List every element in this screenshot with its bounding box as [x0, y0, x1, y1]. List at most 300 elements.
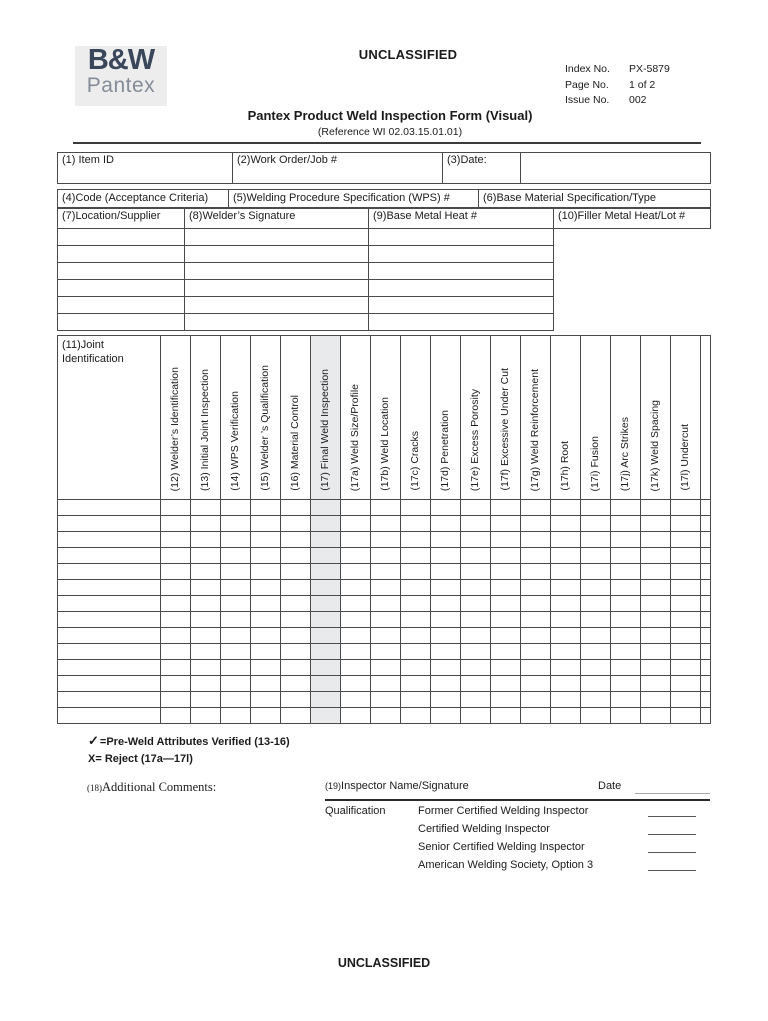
- inspection-cell-23[interactable]: [491, 516, 521, 532]
- inspection-cell-24[interactable]: [521, 692, 551, 708]
- joint-identification-cell[interactable]: [58, 532, 161, 548]
- end-cap-header: [701, 336, 711, 500]
- inspection-cell-17[interactable]: [311, 644, 341, 660]
- inspection-cell-13[interactable]: [191, 580, 221, 596]
- joint-identification-cell[interactable]: [58, 676, 161, 692]
- inspection-cell-22[interactable]: [461, 548, 491, 564]
- inspection-cell-14[interactable]: [221, 500, 251, 516]
- inspection-cell-13[interactable]: [191, 500, 221, 516]
- inspection-cell-22[interactable]: [461, 660, 491, 676]
- inspection-cell-17[interactable]: [311, 628, 341, 644]
- inspection-cell-14[interactable]: [221, 612, 251, 628]
- inspection-cell-14[interactable]: [221, 708, 251, 724]
- inspection-cell-19[interactable]: [371, 628, 401, 644]
- inspection-cell-28[interactable]: [641, 564, 671, 580]
- item-id-field[interactable]: (1) Item ID: [58, 153, 233, 184]
- inspection-cell-22[interactable]: [461, 628, 491, 644]
- base-metal-heat-cell[interactable]: [185, 280, 369, 297]
- qualification-check-line[interactable]: [648, 859, 696, 871]
- inspection-cell-28[interactable]: [641, 692, 671, 708]
- base-metal-heat-cell[interactable]: [185, 297, 369, 314]
- inspection-cell-23[interactable]: [491, 676, 521, 692]
- inspection-cell-26[interactable]: [581, 580, 611, 596]
- filler-metal-heat-cell[interactable]: [369, 297, 554, 314]
- inspection-cell-18[interactable]: [341, 708, 371, 724]
- inspection-cell-14[interactable]: [221, 676, 251, 692]
- inspection-cell-25[interactable]: [551, 676, 581, 692]
- joint-identification-cell[interactable]: [58, 548, 161, 564]
- inspection-cell-23[interactable]: [491, 596, 521, 612]
- inspection-cell-17[interactable]: [311, 708, 341, 724]
- inspection-cell-25[interactable]: [551, 500, 581, 516]
- inspection-cell-15[interactable]: [251, 628, 281, 644]
- inspection-cell-25[interactable]: [551, 628, 581, 644]
- inspection-cell-14[interactable]: [221, 532, 251, 548]
- work-order-field[interactable]: (2)Work Order/Job #: [233, 153, 443, 184]
- inspection-cell-16[interactable]: [281, 596, 311, 612]
- inspection-cell-17[interactable]: [311, 516, 341, 532]
- inspection-cell-15[interactable]: [251, 580, 281, 596]
- inspection-cell-16[interactable]: [281, 516, 311, 532]
- inspection-cell-16[interactable]: [281, 580, 311, 596]
- inspection-cell-16[interactable]: [281, 532, 311, 548]
- base-material-field[interactable]: (6)Base Material Specification/Type: [479, 190, 711, 208]
- inspection-cell-28[interactable]: [641, 516, 671, 532]
- inspection-cell-23[interactable]: [491, 628, 521, 644]
- joint-identification-cell[interactable]: [58, 516, 161, 532]
- inspection-cell-26[interactable]: [581, 660, 611, 676]
- inspection-cell-29[interactable]: [671, 644, 701, 660]
- inspection-cell-25[interactable]: [551, 596, 581, 612]
- base-metal-heat-cell[interactable]: [185, 314, 369, 331]
- inspection-cell-29[interactable]: [671, 516, 701, 532]
- inspection-cell-20[interactable]: [401, 580, 431, 596]
- inspection-cell-16[interactable]: [281, 644, 311, 660]
- inspection-cell-16[interactable]: [281, 564, 311, 580]
- inspection-cell-13[interactable]: [191, 612, 221, 628]
- joint-identification-cell[interactable]: [58, 660, 161, 676]
- inspection-cell-24[interactable]: [521, 548, 551, 564]
- inspection-cell-20[interactable]: [401, 532, 431, 548]
- filler-metal-heat-cell[interactable]: [369, 246, 554, 263]
- inspection-cell-23[interactable]: [491, 564, 521, 580]
- inspection-cell-15[interactable]: [251, 676, 281, 692]
- inspection-cell-24[interactable]: [521, 660, 551, 676]
- inspection-cell-28[interactable]: [641, 548, 671, 564]
- inspection-cell-24[interactable]: [521, 644, 551, 660]
- inspection-cell-20[interactable]: [401, 516, 431, 532]
- inspection-cell-28[interactable]: [641, 676, 671, 692]
- inspection-cell-28[interactable]: [641, 596, 671, 612]
- inspection-cell-27[interactable]: [611, 596, 641, 612]
- filler-metal-heat-cell[interactable]: [369, 263, 554, 280]
- inspection-cell-20[interactable]: [401, 548, 431, 564]
- inspection-cell-23[interactable]: [491, 580, 521, 596]
- joint-identification-cell[interactable]: [58, 692, 161, 708]
- inspection-cell-22[interactable]: [461, 532, 491, 548]
- code-field[interactable]: (4)Code (Acceptance Criteria): [58, 190, 229, 208]
- inspection-cell-25[interactable]: [551, 644, 581, 660]
- inspection-cell-18[interactable]: [341, 660, 371, 676]
- welder-signature-cell[interactable]: [58, 297, 185, 314]
- inspection-cell-24[interactable]: [521, 580, 551, 596]
- inspection-column-label: (17g) Weld Reinforcement: [529, 368, 542, 491]
- inspection-cell-29[interactable]: [671, 596, 701, 612]
- inspection-cell-21[interactable]: [431, 516, 461, 532]
- inspection-cell-15[interactable]: [251, 708, 281, 724]
- inspection-cell-18[interactable]: [341, 692, 371, 708]
- inspection-cell-20[interactable]: [401, 644, 431, 660]
- inspection-cell-14[interactable]: [221, 516, 251, 532]
- inspection-cell-17[interactable]: [311, 692, 341, 708]
- inspection-cell-22[interactable]: [461, 500, 491, 516]
- inspection-cell-26[interactable]: [581, 564, 611, 580]
- inspection-cell-13[interactable]: [191, 628, 221, 644]
- inspection-cell-19[interactable]: [371, 548, 401, 564]
- inspection-cell-18[interactable]: [341, 596, 371, 612]
- inspection-cell-26[interactable]: [581, 612, 611, 628]
- inspection-cell-26[interactable]: [581, 692, 611, 708]
- inspection-cell-13[interactable]: [191, 564, 221, 580]
- inspection-cell-15[interactable]: [251, 516, 281, 532]
- welder-signature-cell[interactable]: [58, 314, 185, 331]
- inspection-cell-23[interactable]: [491, 660, 521, 676]
- inspection-cell-13[interactable]: [191, 548, 221, 564]
- inspection-cell-26[interactable]: [581, 500, 611, 516]
- inspection-cell-27[interactable]: [611, 516, 641, 532]
- joint-identification-cell[interactable]: [58, 564, 161, 580]
- inspection-cell-20[interactable]: [401, 692, 431, 708]
- joint-identification-cell[interactable]: [58, 644, 161, 660]
- inspection-cell-29[interactable]: [671, 532, 701, 548]
- inspection-cell-15[interactable]: [251, 564, 281, 580]
- inspection-cell-25[interactable]: [551, 692, 581, 708]
- inspection-cell-23[interactable]: [491, 644, 521, 660]
- inspection-cell-15[interactable]: [251, 612, 281, 628]
- location-supplier-field[interactable]: (7)Location/Supplier: [58, 209, 185, 229]
- inspection-cell-14[interactable]: [221, 564, 251, 580]
- inspection-cell-14[interactable]: [221, 596, 251, 612]
- inspection-cell-13[interactable]: [191, 644, 221, 660]
- inspection-cell-12[interactable]: [161, 644, 191, 660]
- inspection-cell-25[interactable]: [551, 612, 581, 628]
- inspection-cell-25[interactable]: [551, 548, 581, 564]
- inspection-cell-29[interactable]: [671, 676, 701, 692]
- inspection-cell-28[interactable]: [641, 660, 671, 676]
- inspection-cell-22[interactable]: [461, 596, 491, 612]
- welder-signature-cell[interactable]: [58, 246, 185, 263]
- qualification-check-line[interactable]: [648, 841, 696, 853]
- inspection-cell-29[interactable]: [671, 564, 701, 580]
- inspection-cell-12[interactable]: [161, 692, 191, 708]
- base-metal-heat-cell[interactable]: [185, 229, 369, 246]
- inspection-cell-26[interactable]: [581, 532, 611, 548]
- inspection-cell-28[interactable]: [641, 500, 671, 516]
- inspection-cell-22[interactable]: [461, 564, 491, 580]
- filler-metal-heat-cell[interactable]: [369, 229, 554, 246]
- inspection-cell-24[interactable]: [521, 500, 551, 516]
- inspection-cell-19[interactable]: [371, 516, 401, 532]
- inspection-cell-12[interactable]: [161, 564, 191, 580]
- inspection-cell-21[interactable]: [431, 660, 461, 676]
- inspection-cell-22[interactable]: [461, 516, 491, 532]
- inspection-cell-27[interactable]: [611, 660, 641, 676]
- inspection-cell-22[interactable]: [461, 676, 491, 692]
- inspection-cell-20[interactable]: [401, 596, 431, 612]
- inspection-cell-17[interactable]: [311, 532, 341, 548]
- inspection-cell-25[interactable]: [551, 564, 581, 580]
- inspection-cell-22[interactable]: [461, 692, 491, 708]
- inspection-cell-15[interactable]: [251, 532, 281, 548]
- inspection-cell-17[interactable]: [311, 564, 341, 580]
- inspection-cell-28[interactable]: [641, 644, 671, 660]
- inspection-cell-16[interactable]: [281, 692, 311, 708]
- inspection-cell-27[interactable]: [611, 692, 641, 708]
- inspection-cell-16[interactable]: [281, 548, 311, 564]
- inspection-cell-27[interactable]: [611, 628, 641, 644]
- inspection-cell-13[interactable]: [191, 692, 221, 708]
- qualification-check-line[interactable]: [648, 823, 696, 835]
- inspection-cell-23[interactable]: [491, 548, 521, 564]
- inspection-cell-18[interactable]: [341, 564, 371, 580]
- inspection-cell-21[interactable]: [431, 644, 461, 660]
- inspection-cell-24[interactable]: [521, 676, 551, 692]
- inspection-cell-21[interactable]: [431, 676, 461, 692]
- inspection-cell-27[interactable]: [611, 612, 641, 628]
- inspection-cell-24[interactable]: [521, 596, 551, 612]
- inspection-cell-25[interactable]: [551, 580, 581, 596]
- inspection-cell-21[interactable]: [431, 628, 461, 644]
- inspection-cell-24[interactable]: [521, 612, 551, 628]
- inspection-cell-16[interactable]: [281, 660, 311, 676]
- inspection-cell-12[interactable]: [161, 660, 191, 676]
- inspection-cell-17[interactable]: [311, 676, 341, 692]
- inspection-cell-12[interactable]: [161, 612, 191, 628]
- inspection-cell-12[interactable]: [161, 628, 191, 644]
- inspection-cell-27[interactable]: [611, 676, 641, 692]
- inspection-cell-13[interactable]: [191, 516, 221, 532]
- inspection-cell-19[interactable]: [371, 644, 401, 660]
- inspection-cell-17[interactable]: [311, 548, 341, 564]
- inspection-cell-18[interactable]: [341, 676, 371, 692]
- inspection-cell-12[interactable]: [161, 596, 191, 612]
- welder-signature-cell[interactable]: [58, 229, 185, 246]
- inspection-cell-16[interactable]: [281, 500, 311, 516]
- inspection-cell-19[interactable]: [371, 500, 401, 516]
- inspection-cell-20[interactable]: [401, 628, 431, 644]
- inspection-cell-27[interactable]: [611, 564, 641, 580]
- inspection-cell-15[interactable]: [251, 500, 281, 516]
- inspection-cell-13[interactable]: [191, 532, 221, 548]
- inspection-cell-15[interactable]: [251, 596, 281, 612]
- inspection-cell-25[interactable]: [551, 708, 581, 724]
- inspection-cell-12[interactable]: [161, 708, 191, 724]
- inspection-cell-15[interactable]: [251, 692, 281, 708]
- inspection-cell-27[interactable]: [611, 500, 641, 516]
- inspection-cell-21[interactable]: [431, 708, 461, 724]
- inspection-cell-19[interactable]: [371, 660, 401, 676]
- inspection-cell-23[interactable]: [491, 708, 521, 724]
- inspection-cell-24[interactable]: [521, 708, 551, 724]
- inspection-cell-17[interactable]: [311, 660, 341, 676]
- inspection-cell-21[interactable]: [431, 596, 461, 612]
- inspection-cell-23[interactable]: [491, 500, 521, 516]
- inspection-cell-28[interactable]: [641, 532, 671, 548]
- inspection-cell-19[interactable]: [371, 596, 401, 612]
- inspection-cell-16[interactable]: [281, 676, 311, 692]
- inspection-cell-16[interactable]: [281, 628, 311, 644]
- base-metal-heat-cell[interactable]: [185, 246, 369, 263]
- inspection-cell-26[interactable]: [581, 596, 611, 612]
- inspection-cell-26[interactable]: [581, 516, 611, 532]
- inspection-cell-26[interactable]: [581, 676, 611, 692]
- joint-identification-cell[interactable]: [58, 628, 161, 644]
- inspection-cell-21[interactable]: [431, 532, 461, 548]
- inspection-cell-17[interactable]: [311, 612, 341, 628]
- inspection-cell-20[interactable]: [401, 612, 431, 628]
- inspection-cell-28[interactable]: [641, 628, 671, 644]
- inspection-cell-14[interactable]: [221, 644, 251, 660]
- inspection-cell-19[interactable]: [371, 612, 401, 628]
- inspection-cell-18[interactable]: [341, 532, 371, 548]
- inspection-cell-16[interactable]: [281, 612, 311, 628]
- inspection-cell-22[interactable]: [461, 580, 491, 596]
- inspection-cell-27[interactable]: [611, 580, 641, 596]
- joint-identification-cell[interactable]: [58, 580, 161, 596]
- inspection-cell-13[interactable]: [191, 596, 221, 612]
- inspection-cell-20[interactable]: [401, 660, 431, 676]
- joint-identification-cell[interactable]: [58, 708, 161, 724]
- inspection-cell-14[interactable]: [221, 580, 251, 596]
- qualification-check-line[interactable]: [648, 805, 696, 817]
- inspection-cell-17[interactable]: [311, 596, 341, 612]
- inspection-cell-21[interactable]: [431, 612, 461, 628]
- inspection-cell-24[interactable]: [521, 628, 551, 644]
- inspection-cell-16[interactable]: [281, 708, 311, 724]
- inspection-cell-19[interactable]: [371, 676, 401, 692]
- inspection-cell-18[interactable]: [341, 548, 371, 564]
- inspection-cell-18[interactable]: [341, 644, 371, 660]
- inspection-cell-24[interactable]: [521, 516, 551, 532]
- date-input-cell[interactable]: [521, 153, 711, 184]
- inspection-cell-19[interactable]: [371, 580, 401, 596]
- inspection-cell-29[interactable]: [671, 500, 701, 516]
- welder-signature-cell[interactable]: [58, 280, 185, 297]
- inspection-cell-15[interactable]: [251, 548, 281, 564]
- end-cap-cell: [701, 628, 711, 644]
- inspection-cell-24[interactable]: [521, 564, 551, 580]
- inspection-cell-12[interactable]: [161, 548, 191, 564]
- inspection-cell-27[interactable]: [611, 532, 641, 548]
- inspection-cell-29[interactable]: [671, 692, 701, 708]
- inspection-cell-29[interactable]: [671, 708, 701, 724]
- inspection-cell-18[interactable]: [341, 516, 371, 532]
- inspection-cell-12[interactable]: [161, 676, 191, 692]
- inspection-cell-20[interactable]: [401, 708, 431, 724]
- inspection-cell-28[interactable]: [641, 708, 671, 724]
- inspection-cell-26[interactable]: [581, 628, 611, 644]
- inspection-cell-29[interactable]: [671, 580, 701, 596]
- inspection-cell-28[interactable]: [641, 612, 671, 628]
- inspection-cell-23[interactable]: [491, 612, 521, 628]
- joint-identification-cell[interactable]: [58, 612, 161, 628]
- inspection-cell-14[interactable]: [221, 692, 251, 708]
- inspection-cell-18[interactable]: [341, 580, 371, 596]
- inspection-cell-25[interactable]: [551, 516, 581, 532]
- inspection-cell-13[interactable]: [191, 660, 221, 676]
- inspection-cell-29[interactable]: [671, 612, 701, 628]
- inspection-cell-22[interactable]: [461, 708, 491, 724]
- inspection-cell-18[interactable]: [341, 628, 371, 644]
- wps-field[interactable]: (5)Welding Procedure Specification (WPS) #: [229, 190, 479, 208]
- inspection-cell-13[interactable]: [191, 676, 221, 692]
- inspection-cell-14[interactable]: [221, 548, 251, 564]
- inspection-cell-17[interactable]: [311, 580, 341, 596]
- inspection-cell-21[interactable]: [431, 580, 461, 596]
- date-signature-line[interactable]: [635, 793, 710, 794]
- inspection-cell-20[interactable]: [401, 676, 431, 692]
- inspection-cell-23[interactable]: [491, 532, 521, 548]
- inspection-cell-19[interactable]: [371, 564, 401, 580]
- inspection-cell-29[interactable]: [671, 628, 701, 644]
- inspection-cell-15[interactable]: [251, 660, 281, 676]
- joint-identification-cell[interactable]: [58, 500, 161, 516]
- inspection-cell-26[interactable]: [581, 708, 611, 724]
- filler-metal-heat-header: (10)Filler Metal Heat/Lot #: [554, 209, 711, 229]
- inspection-cell-21[interactable]: [431, 548, 461, 564]
- joint-identification-cell[interactable]: [58, 596, 161, 612]
- inspection-cell-20[interactable]: [401, 564, 431, 580]
- inspection-cell-25[interactable]: [551, 660, 581, 676]
- inspection-cell-17[interactable]: [311, 500, 341, 516]
- inspection-cell-27[interactable]: [611, 708, 641, 724]
- inspection-cell-19[interactable]: [371, 532, 401, 548]
- inspection-cell-25[interactable]: [551, 532, 581, 548]
- inspection-cell-12[interactable]: [161, 580, 191, 596]
- inspection-cell-22[interactable]: [461, 612, 491, 628]
- inspection-cell-18[interactable]: [341, 612, 371, 628]
- inspection-cell-18[interactable]: [341, 500, 371, 516]
- inspection-cell-20[interactable]: [401, 500, 431, 516]
- inspection-cell-21[interactable]: [431, 500, 461, 516]
- inspection-cell-26[interactable]: [581, 548, 611, 564]
- inspection-cell-28[interactable]: [641, 580, 671, 596]
- filler-metal-heat-cell[interactable]: [369, 280, 554, 297]
- inspection-cell-14[interactable]: [221, 660, 251, 676]
- base-metal-heat-cell[interactable]: [185, 263, 369, 280]
- inspection-cell-12[interactable]: [161, 500, 191, 516]
- inspection-cell-12[interactable]: [161, 532, 191, 548]
- inspection-cell-15[interactable]: [251, 644, 281, 660]
- inspection-cell-29[interactable]: [671, 548, 701, 564]
- inspection-cell-12[interactable]: [161, 516, 191, 532]
- welder-signature-cell[interactable]: [58, 263, 185, 280]
- inspection-cell-21[interactable]: [431, 564, 461, 580]
- inspection-cell-27[interactable]: [611, 548, 641, 564]
- inspection-cell-14[interactable]: [221, 628, 251, 644]
- filler-metal-heat-cell[interactable]: [369, 314, 554, 331]
- inspection-cell-26[interactable]: [581, 644, 611, 660]
- inspection-cell-19[interactable]: [371, 692, 401, 708]
- inspection-cell-22[interactable]: [461, 644, 491, 660]
- inspection-cell-23[interactable]: [491, 692, 521, 708]
- inspection-cell-13[interactable]: [191, 708, 221, 724]
- inspection-cell-29[interactable]: [671, 660, 701, 676]
- inspection-cell-19[interactable]: [371, 708, 401, 724]
- inspection-cell-21[interactable]: [431, 692, 461, 708]
- inspection-cell-27[interactable]: [611, 644, 641, 660]
- inspection-cell-24[interactable]: [521, 532, 551, 548]
